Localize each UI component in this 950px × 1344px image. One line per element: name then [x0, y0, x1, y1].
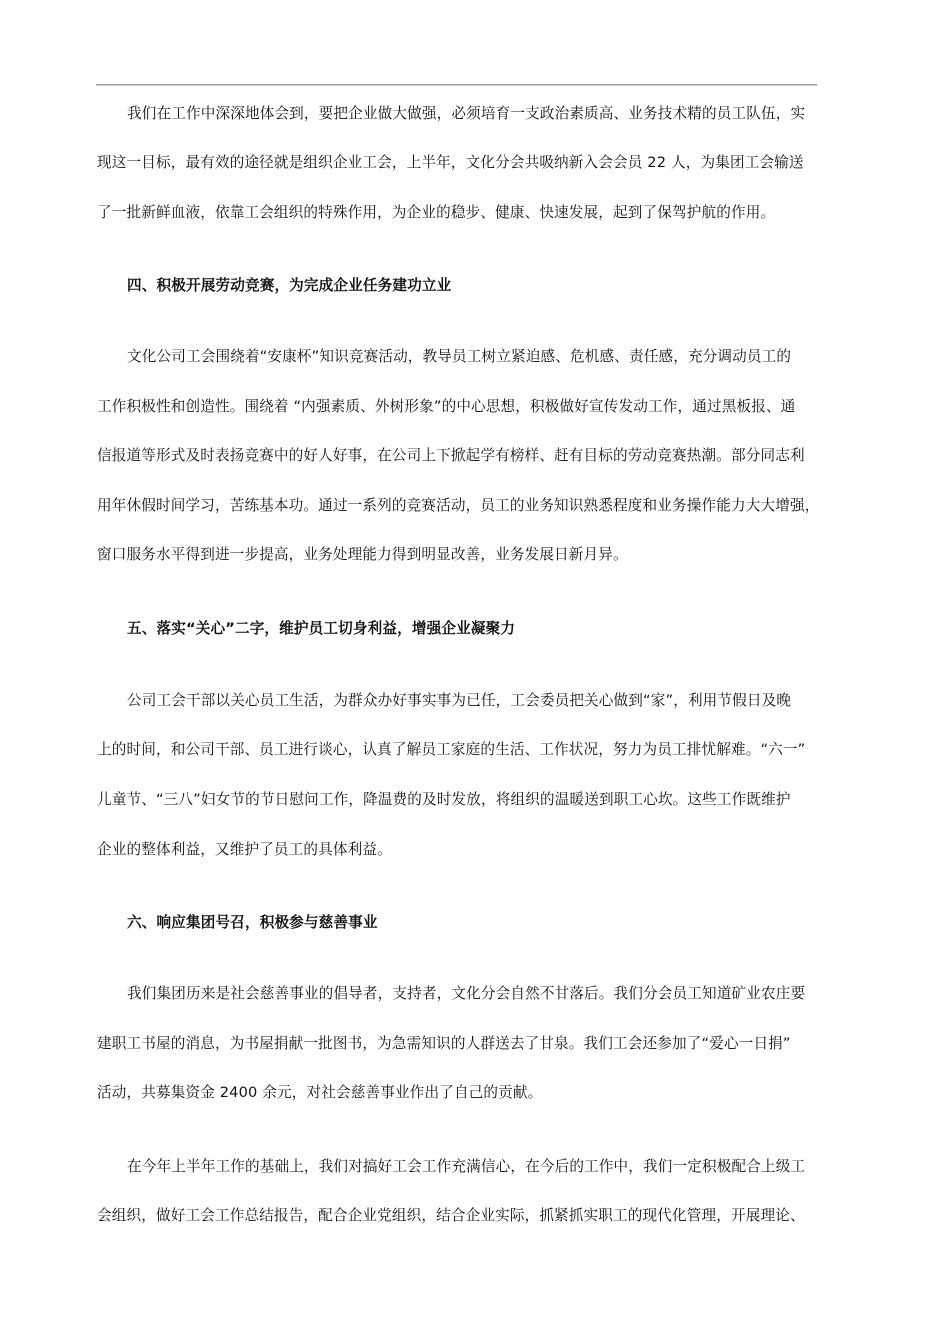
section-heading: 六、响应集团号召，积极参与慈善事业: [127, 914, 378, 931]
paragraph-line: 公司工会干部以关心员工生活，为群众办好事实事为已任，工会委员把关心做到“家”，利用节假日及晚: [127, 692, 792, 709]
paragraph-line: 上的时间，和公司干部、员工进行谈心，认真了解员工家庭的生活、工作状况，努力为员工排忧解难。“六一”: [97, 741, 806, 758]
paragraph-line: 工作积极性和创造性。围绕着 “内强素质、外树形象”的中心思想，积极做好宣传发动工作，通过黑板报、通: [97, 398, 796, 415]
paragraph-line: 儿童节、“三八”妇女节的节日慰问工作，降温费的及时发放，将组织的温暖送到职工心坎。这些工作既维护: [97, 791, 791, 808]
paragraph-line: 企业的整体利益，又维护了员工的具体利益。: [97, 841, 392, 858]
paragraph-line: 在今年上半年工作的基础上，我们对搞好工会工作充满信心，在今后的工作中，我们一定积极配合上级工: [127, 1158, 806, 1175]
paragraph-line: 我们集团历来是社会慈善事业的倡导者，支持者，文化分会自然不甘落后。我们分会员工知道矿业农庄要: [127, 985, 806, 1002]
section-heading: 五、落实“关心”二字，维护员工切身利益，增强企业凝聚力: [127, 620, 516, 637]
paragraph-line: 文化公司工会围绕着“安康杯”知识竞赛活动，教导员工树立紧迫感、危机感、责任感，充分调动员工的: [127, 348, 792, 365]
paragraph-line: 了一批新鲜血液，依靠工会组织的特殊作用，为企业的稳步、健康、快速发展，起到了保驾护航的作用。: [97, 204, 776, 221]
paragraph-line: 信报道等形式及时表扬竞赛中的好人好事，在公司上下掀起学有榜样、赶有目标的劳动竞赛热潮。部分同志利: [97, 447, 805, 464]
paragraph-line: 活动，共募集资金 2400 余元，对社会慈善事业作出了自己的贡献。: [97, 1084, 543, 1101]
section-heading: 四、积极开展劳动竞赛，为完成企业任务建功立业: [127, 277, 452, 294]
paragraph-line: 建职工书屋的消息，为书屋捐献一批图书，为急需知识的人群送去了甘泉。我们工会还参加了“爱心一日捐”: [97, 1035, 791, 1052]
paragraph-line: 现这一目标，最有效的途径就是组织企业工会，上半年，文化分会共吸纳新入会会员 22 人，为集团工会输送: [97, 154, 804, 171]
paragraph-line: 会组织，做好工会工作总结报告，配合企业党组织，结合企业实际，抓紧抓实职工的现代化管理，开展理论、: [97, 1207, 805, 1224]
header-rule: [96, 84, 817, 86]
paragraph-line: 窗口服务水平得到进一步提高，业务处理能力得到明显改善，业务发展日新月异。: [97, 546, 628, 563]
paragraph-line: 我们在工作中深深地体会到，要把企业做大做强，必须培育一支政治素质高、业务技术精的员工队伍，实: [127, 105, 806, 122]
paragraph-line: 用年休假时间学习，苦练基本功。通过一系列的竞赛活动，员工的业务知识熟悉程度和业务操作能力大大增强，: [97, 497, 820, 514]
